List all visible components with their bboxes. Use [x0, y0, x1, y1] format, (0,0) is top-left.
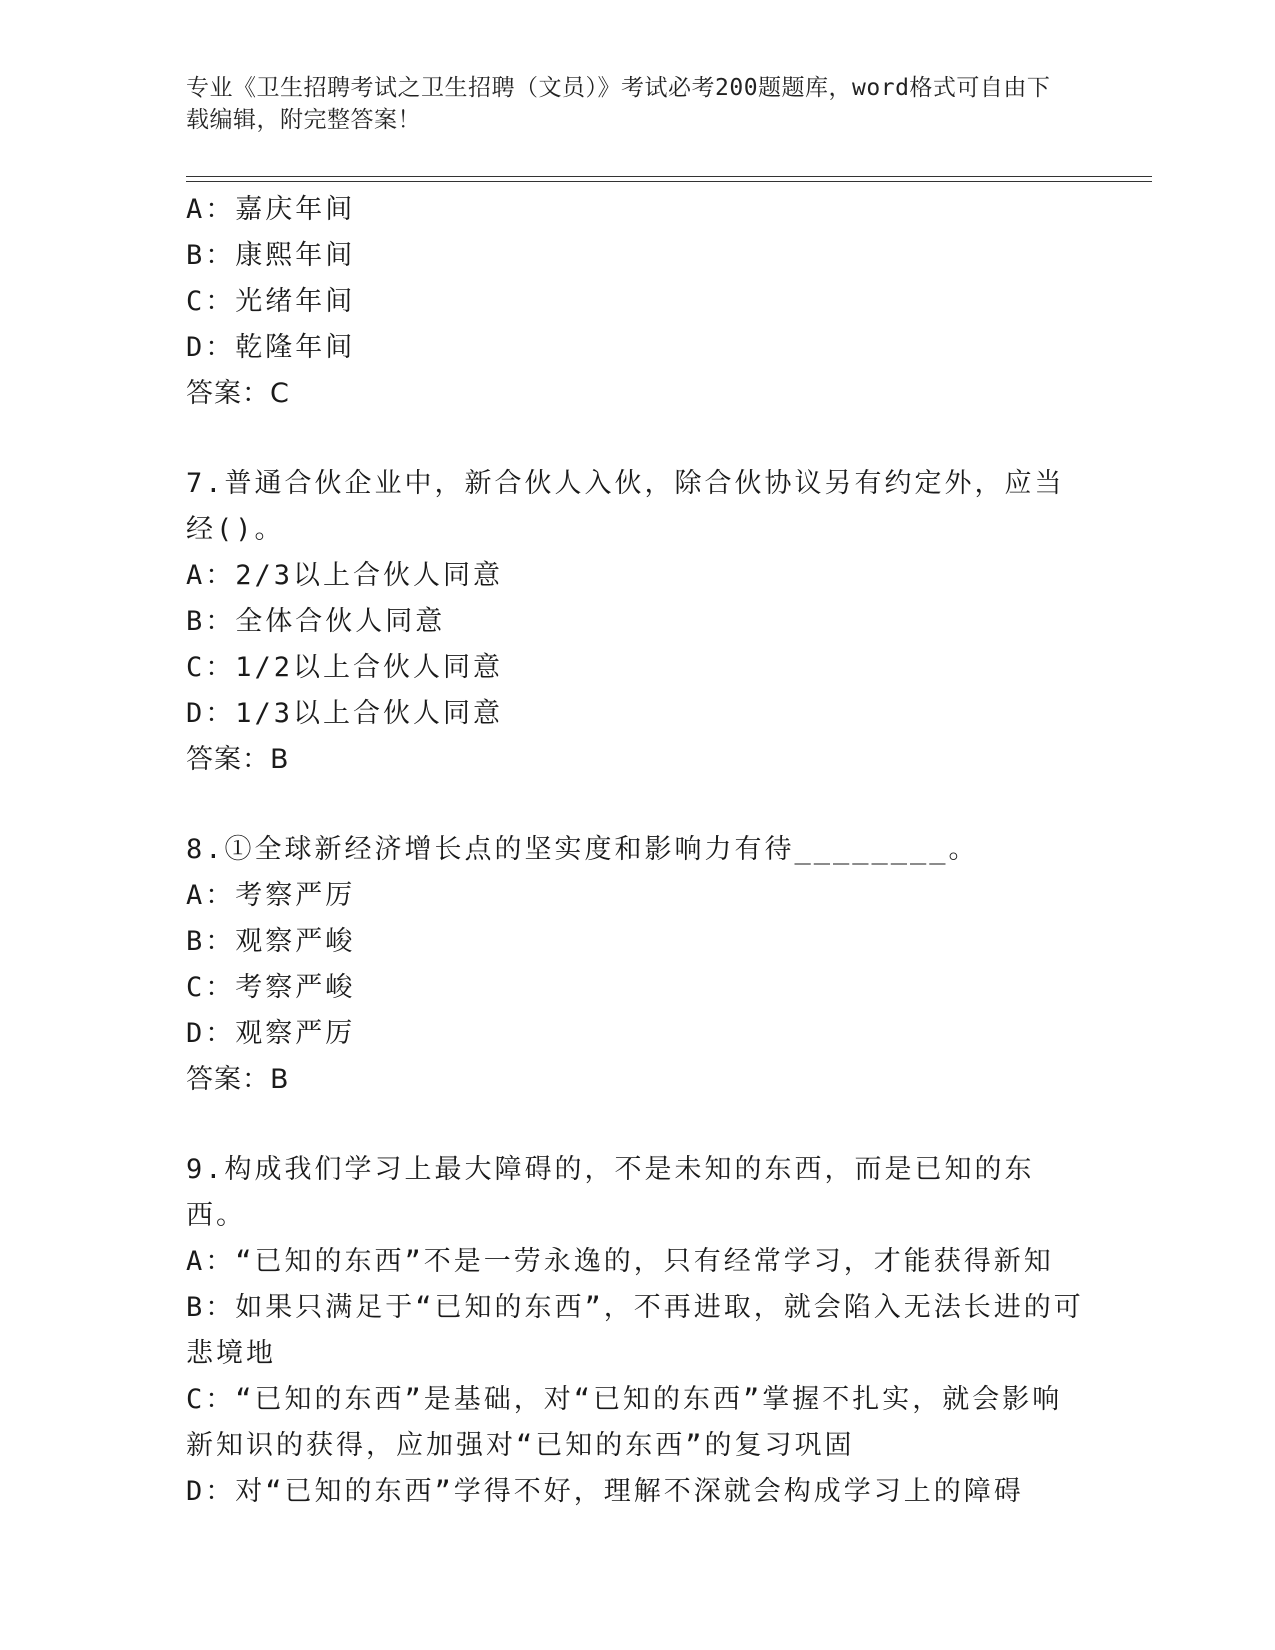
option-a: A：嘉庆年间 — [186, 194, 356, 225]
question-9 — [186, 1147, 1086, 1515]
answer: 答案：B — [186, 1064, 290, 1095]
spacer — [186, 1103, 1086, 1147]
option-d: D：乾隆年间 — [186, 332, 356, 363]
option-b: B：如果只满足于“已知的东西”，不再进取，就会陷入无法长进的可悲境地 — [186, 1292, 1084, 1369]
option-b: B：全体合伙人同意 — [186, 606, 446, 637]
option-d: D：1/3以上合伙人同意 — [186, 698, 504, 729]
question-stem: 7.普通合伙企业中，新合伙人入伙，除合伙协议另有约定外，应当经()。 — [186, 468, 1065, 545]
answer: 答案：B — [186, 744, 290, 775]
option-a: A：考察严厉 — [186, 880, 356, 911]
option-d: D：观察严厉 — [186, 1018, 356, 1049]
question-7 — [186, 461, 1086, 783]
spacer — [186, 417, 1086, 461]
option-b: B：观察严峻 — [186, 926, 356, 957]
option-a: A：2/3以上合伙人同意 — [186, 560, 504, 591]
question-list — [186, 187, 1086, 1515]
question-stem: 8.①全球新经济增长点的坚实度和影响力有待________。 — [186, 834, 979, 865]
option-b: B：康熙年间 — [186, 240, 356, 271]
question-8 — [186, 827, 1086, 1103]
header-divider — [186, 176, 1152, 182]
question-6 — [186, 187, 1086, 417]
option-c: C：“已知的东西”是基础，对“已知的东西”掌握不扎实，就会影响新知识的获得，应加强对“已知的东西”的复习巩固 — [186, 1384, 1063, 1461]
option-c: C：考察严峻 — [186, 972, 356, 1003]
document-header: 专业《卫生招聘考试之卫生招聘（文员）》考试必考200题题库，word格式可自由下载编辑，附完整答案！ — [186, 75, 1051, 133]
option-a: A：“已知的东西”不是一劳永逸的，只有经常学习，才能获得新知 — [186, 1246, 1054, 1277]
answer: 答案：C — [186, 378, 290, 409]
option-c: C：1/2以上合伙人同意 — [186, 652, 504, 683]
option-d: D：对“已知的东西”学得不好，理解不深就会构成学习上的障碍 — [186, 1476, 1024, 1507]
option-c: C：光绪年间 — [186, 286, 356, 317]
spacer — [186, 783, 1086, 827]
question-stem: 9.构成我们学习上最大障碍的，不是未知的东西，而是已知的东西。 — [186, 1154, 1035, 1231]
